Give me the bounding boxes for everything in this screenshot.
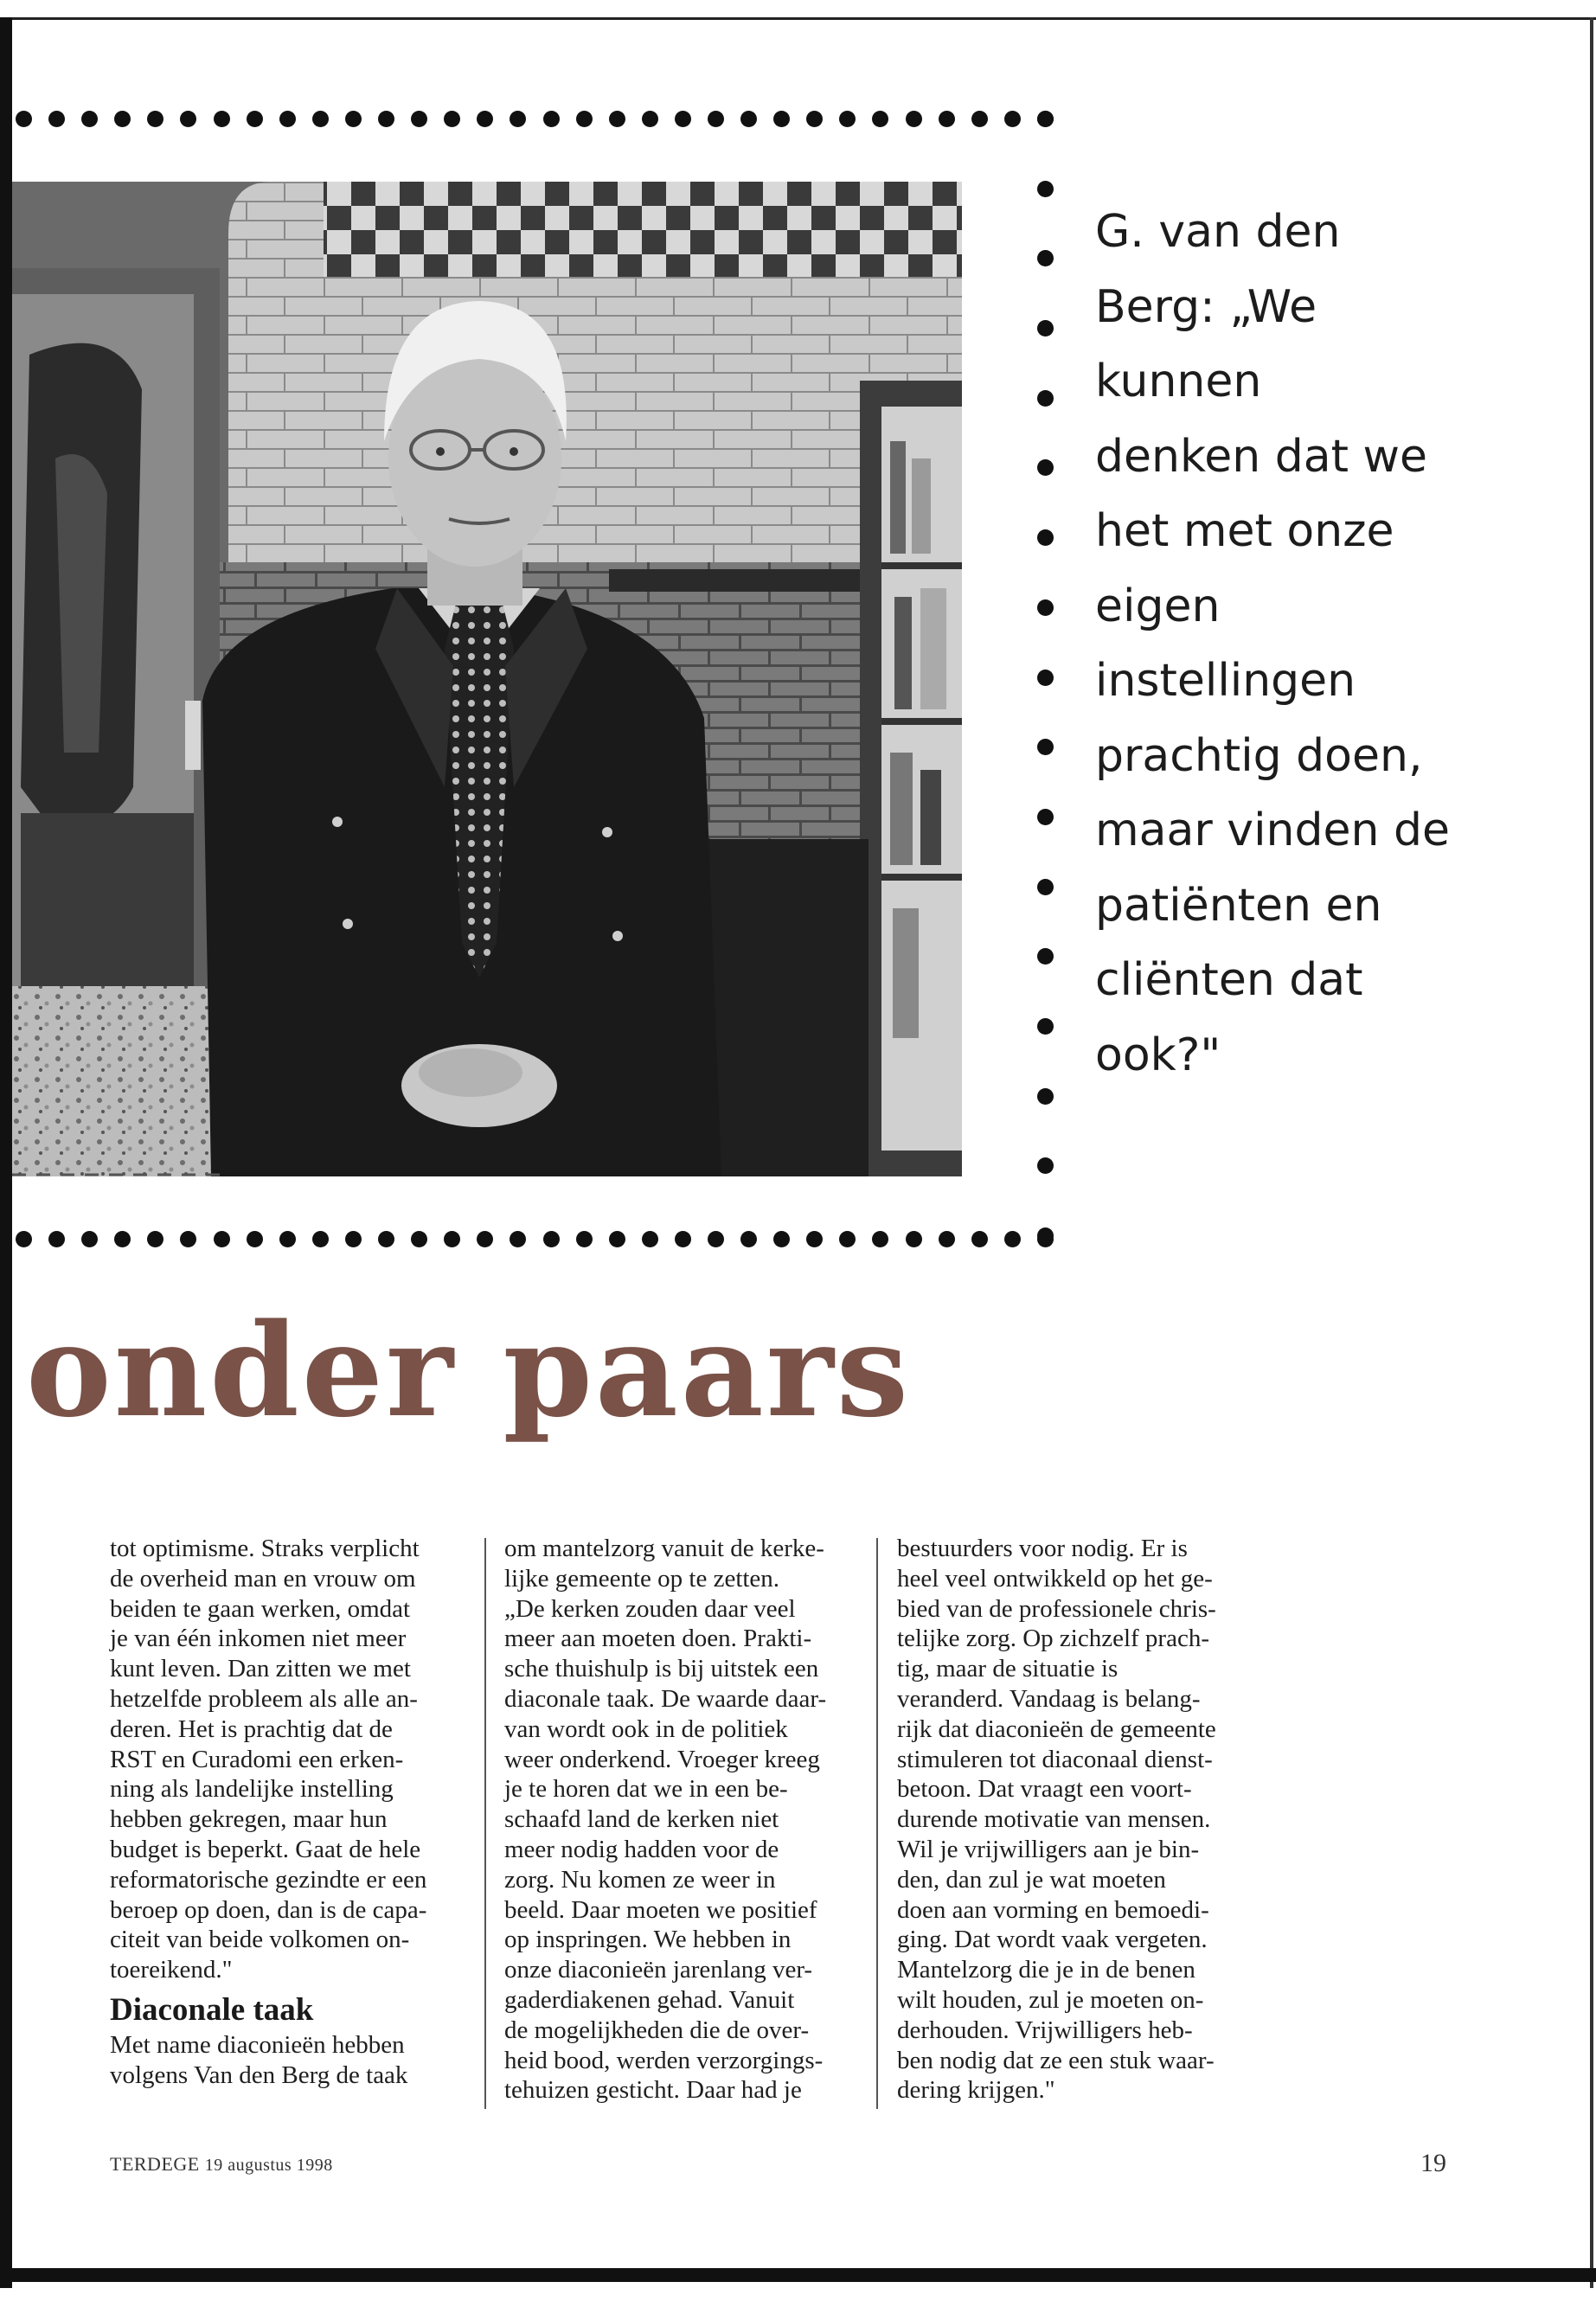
text-line: tot optimisme. Straks verplicht [110, 1535, 420, 1562]
frame-dot [378, 111, 394, 127]
text-line: ben nodig dat ze een stuk waar- [897, 2046, 1215, 2074]
frame-dot [345, 111, 362, 127]
frame-dot [444, 1231, 460, 1247]
text-line: reformatorische gezindte er een [110, 1865, 427, 1894]
frame-dot [510, 111, 526, 127]
frame-dot [1037, 1157, 1054, 1174]
pull-quote-line: het met onze [1095, 505, 1394, 557]
frame-dot [1037, 739, 1054, 755]
frame-dot [81, 111, 98, 127]
text-line: onze diaconieën jarenlang ver- [504, 1956, 813, 1984]
text-line: wilt houden, zul je moeten on- [897, 1985, 1204, 2014]
frame-dot [1037, 250, 1054, 266]
frame-dot [839, 111, 856, 127]
column-rule-1 [484, 1538, 486, 2109]
frame-dot [48, 111, 65, 127]
frame-dot [214, 111, 230, 127]
frame-dot [1037, 670, 1054, 686]
pull-quote-line: G. van den [1095, 206, 1341, 258]
frame-dot [477, 111, 493, 127]
frame-dot [839, 1231, 856, 1247]
text-line: toereikend." [110, 1956, 233, 1984]
pull-quote-line: instellingen [1095, 655, 1356, 707]
text-line: Wil je vrijwilligers aan je bin- [897, 1835, 1200, 1863]
frame-dot [312, 111, 329, 127]
text-line: veranderd. Vandaag is belang- [897, 1684, 1201, 1713]
text-line: tig, maar de situatie is [897, 1655, 1118, 1683]
text-line: volgens Van den Berg de taak [110, 2061, 408, 2089]
pull-quote-line: eigen [1095, 580, 1221, 632]
frame-dot [806, 1231, 823, 1247]
column-2-text [504, 1534, 868, 2106]
text-line: sche thuishulp is bij uitstek een [504, 1655, 819, 1683]
text-line: om mantelzorg vanuit de kerke- [504, 1535, 824, 1562]
text-line: budget is beperkt. Gaat de hele [110, 1835, 421, 1863]
frame-dot [806, 111, 823, 127]
frame-dot [81, 1231, 98, 1247]
column-1-text [110, 1534, 473, 1985]
frame-dot [114, 111, 131, 127]
scan-edge-left [0, 17, 12, 2288]
column-rule-2 [876, 1538, 878, 2109]
pull-quote-line: kunnen [1095, 356, 1262, 407]
frame-dot [345, 1231, 362, 1247]
text-line: gaderdiakenen gehad. Vanuit [504, 1985, 795, 2014]
text-line: meer nodig hadden voor de [504, 1835, 779, 1863]
article-column-2 [504, 1534, 868, 2106]
frame-dot [114, 1231, 131, 1247]
dotted-frame-right [1037, 111, 1054, 1244]
text-line: zorg. Nu komen ze weer in [504, 1865, 776, 1894]
text-line: RST en Curadomi een erken- [110, 1745, 404, 1773]
pull-quote [1095, 195, 1545, 1093]
text-line: je te horen dat we in een be- [504, 1775, 788, 1804]
frame-dot [1004, 1231, 1021, 1247]
footer-date: 19 augustus 1998 [204, 2156, 333, 2175]
text-line: ning als landelijke instelling [110, 1775, 394, 1804]
pull-quote-line: ook?" [1095, 1029, 1221, 1081]
text-line: schaafd land de kerken niet [504, 1805, 779, 1834]
frame-dot [939, 111, 955, 127]
frame-dot [1037, 111, 1054, 127]
frame-dot [48, 1231, 65, 1247]
portrait-photo [12, 182, 962, 1176]
frame-dot [312, 1231, 329, 1247]
text-line: heel veel ontwikkeld op het ge- [897, 1564, 1213, 1593]
text-line: meer aan moeten doen. Prakti- [504, 1625, 812, 1653]
column-3-text [897, 1534, 1269, 2106]
frame-dot [411, 1231, 427, 1247]
text-line: „De kerken zouden daar veel [504, 1594, 796, 1623]
frame-dot [906, 1231, 922, 1247]
subheading: Diaconale taak [110, 1991, 314, 2028]
text-line: Met name diaconieën hebben [110, 2030, 405, 2059]
frame-dot [740, 1231, 757, 1247]
text-line: bied van de professionele chris- [897, 1594, 1216, 1623]
pull-quote-line: cliënten dat [1095, 954, 1363, 1006]
dotted-frame-bottom [16, 1231, 1054, 1247]
frame-dot [872, 1231, 888, 1247]
scan-edge-top [0, 17, 1596, 20]
frame-dot [1037, 459, 1054, 476]
frame-dot [576, 111, 593, 127]
text-line: hebben gekregen, maar hun [110, 1805, 388, 1834]
text-line: stimuleren tot diaconaal dienst- [897, 1745, 1213, 1773]
frame-dot [411, 111, 427, 127]
frame-dot [1037, 181, 1054, 197]
frame-dot [147, 1231, 163, 1247]
text-line: je van één inkomen niet meer [110, 1625, 407, 1653]
text-line: lijke gemeente op te zetten. [504, 1564, 780, 1593]
frame-dot [576, 1231, 593, 1247]
text-line: Mantelzorg die je in de benen [897, 1956, 1195, 1984]
text-line: betoon. Dat vraagt een voort- [897, 1775, 1192, 1804]
frame-dot [708, 111, 724, 127]
frame-dot [477, 1231, 493, 1247]
frame-dot [1037, 809, 1054, 825]
headline: onder paars [26, 1295, 912, 1445]
frame-dot [510, 1231, 526, 1247]
column-1-text-after-subhead [110, 2030, 473, 2091]
text-line: heid bood, werden verzorgings- [504, 2046, 824, 2074]
frame-dot [642, 111, 658, 127]
text-line: doen aan vorming en bemoedi- [897, 1895, 1209, 1924]
text-line: bestuurders voor nodig. Er is [897, 1535, 1188, 1562]
frame-dot [180, 111, 196, 127]
frame-dot [247, 111, 263, 127]
frame-dot [16, 1231, 32, 1247]
text-line: ging. Dat wordt vaak vergeten. [897, 1926, 1208, 1954]
frame-dot [971, 1231, 988, 1247]
text-line: tehuizen gesticht. Daar had je [504, 2076, 802, 2105]
frame-dot [378, 1231, 394, 1247]
text-line: deren. Het is prachtig dat de [110, 1715, 393, 1743]
frame-dot [740, 111, 757, 127]
frame-dot [279, 1231, 296, 1247]
frame-dot [1004, 111, 1021, 127]
frame-dot [1037, 599, 1054, 616]
text-line: beeld. Daar moeten we positief [504, 1895, 817, 1924]
footer-credit [110, 2153, 333, 2176]
frame-dot [675, 111, 691, 127]
text-line: weer onderkend. Vroeger kreeg [504, 1745, 820, 1773]
text-line: kunt leven. Dan zitten we met [110, 1655, 411, 1683]
frame-dot [214, 1231, 230, 1247]
frame-dot [1037, 320, 1054, 336]
pull-quote-line: Berg: „We [1095, 280, 1317, 333]
article-column-3 [897, 1534, 1269, 2106]
text-line: derhouden. Vrijwilligers heb- [897, 2016, 1193, 2044]
frame-dot [1037, 1018, 1054, 1035]
text-line: de mogelijkheden die de over- [504, 2016, 810, 2044]
scan-edge-right [1590, 17, 1593, 2288]
text-line: van wordt ook in de politiek [504, 1715, 788, 1743]
frame-dot [971, 111, 988, 127]
pull-quote-line: maar vinden de [1095, 804, 1450, 856]
text-line: hetzelfde probleem als alle an- [110, 1684, 418, 1713]
pull-quote-line: prachtig doen, [1095, 729, 1423, 782]
frame-dot [609, 1231, 625, 1247]
pull-quote-line: denken dat we [1095, 430, 1428, 483]
frame-dot [1037, 879, 1054, 895]
text-line: citeit van beide volkomen on- [110, 1926, 410, 1954]
frame-dot [444, 111, 460, 127]
frame-dot [906, 111, 922, 127]
frame-dot [1037, 529, 1054, 546]
text-line: dering krijgen." [897, 2076, 1055, 2105]
frame-dot [939, 1231, 955, 1247]
page-number: 19 [1420, 2149, 1446, 2177]
frame-dot [1037, 1227, 1054, 1244]
frame-dot [773, 1231, 790, 1247]
frame-dot [872, 111, 888, 127]
frame-dot [708, 1231, 724, 1247]
frame-dot [609, 111, 625, 127]
frame-dot [543, 111, 560, 127]
text-line: de overheid man en vrouw om [110, 1564, 416, 1593]
text-line: rijk dat diaconieën de gemeente [897, 1715, 1216, 1743]
frame-dot [1037, 1088, 1054, 1105]
text-line: telijke zorg. Op zichzelf prach- [897, 1625, 1209, 1653]
dotted-frame-top [16, 111, 1054, 127]
frame-dot [642, 1231, 658, 1247]
frame-dot [1037, 390, 1054, 407]
frame-dot [675, 1231, 691, 1247]
frame-dot [279, 111, 296, 127]
text-line: beroep op doen, dan is de capa- [110, 1895, 427, 1924]
scan-edge-bottom [0, 2268, 1596, 2282]
text-line: diaconale taak. De waarde daar- [504, 1684, 827, 1713]
text-line: durende motivatie van mensen. [897, 1805, 1211, 1834]
frame-dot [1037, 948, 1054, 965]
text-line: den, dan zul je wat moeten [897, 1865, 1166, 1894]
text-line: op inspringen. We hebben in [504, 1926, 792, 1954]
frame-dot [543, 1231, 560, 1247]
frame-dot [773, 111, 790, 127]
frame-dot [147, 111, 163, 127]
article-column-1 [110, 1534, 473, 2091]
text-line: beiden te gaan werken, omdat [110, 1594, 411, 1623]
frame-dot [16, 111, 32, 127]
footer-magazine: TERDEGE [110, 2153, 200, 2175]
frame-dot [247, 1231, 263, 1247]
frame-dot [180, 1231, 196, 1247]
pull-quote-line: patiënten en [1095, 879, 1382, 932]
